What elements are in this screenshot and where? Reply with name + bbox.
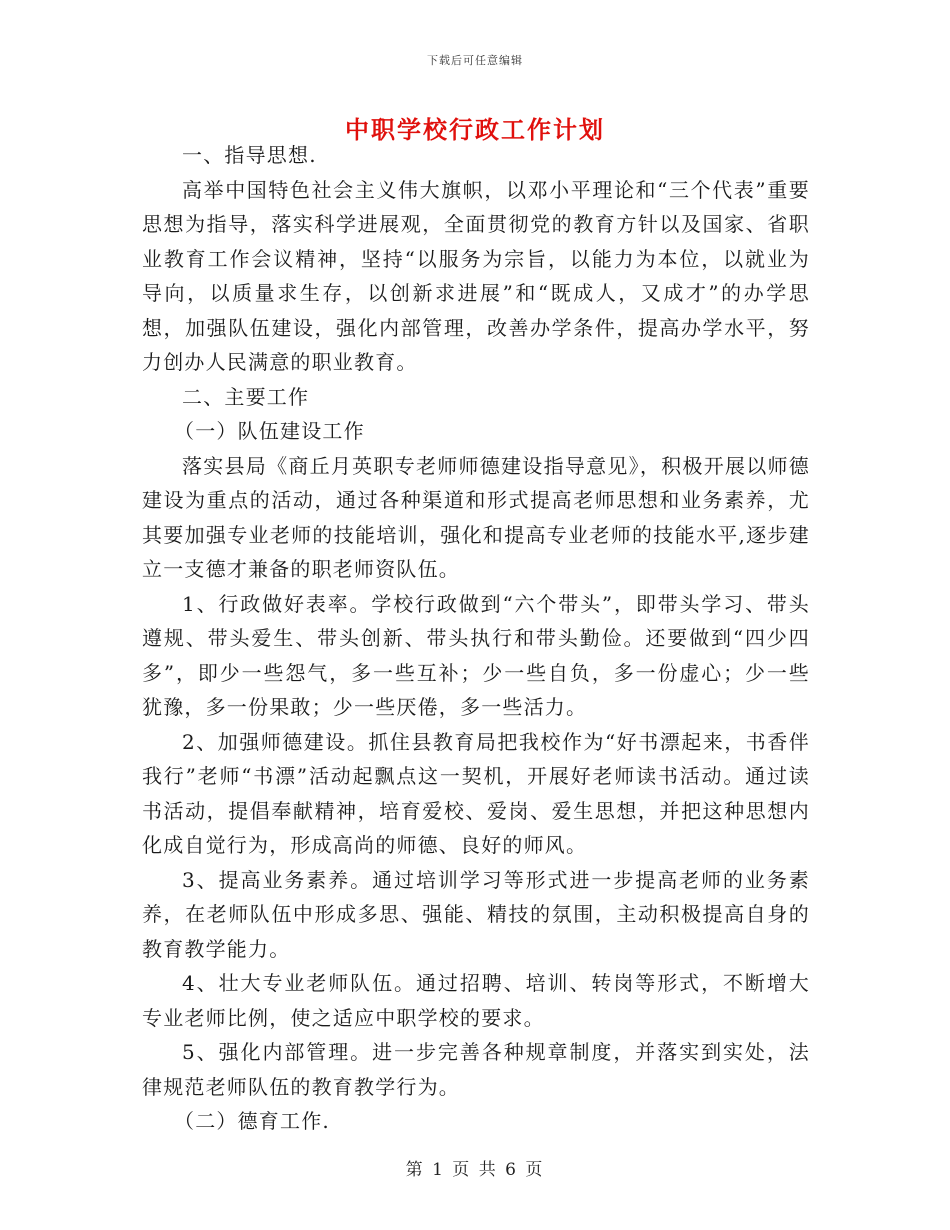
header-note: 下载后可任意编辑 <box>427 54 523 67</box>
page-number-footer: 第 1 页 共 6 页 <box>405 1160 545 1180</box>
list-item-paragraph: 3、提高业务素养。通过培训学习等形式进一步提高老师的业务素养，在老师队伍中形成多思、强能、精技的氛围，主动积极提高自身的教育教学能力。 <box>142 867 810 961</box>
section-heading-main-work: 二、主要工作 <box>182 384 310 409</box>
list-item-paragraph: 5、强化内部管理。进一步完善各种规章制度，并落实到实处，法律规范老师队伍的教育教学行为。 <box>142 1040 810 1099</box>
body-paragraph: 落实县局《商丘月英职专老师师德建设指导意见》，积极开展以师德建设为重点的活动，通过各种渠道和形式提高老师思想和业务素养，尤其要加强专业老师的技能培训，强化和提高专业老师的技能水平,逐步建立一支德才兼备的职老师资队伍。 <box>142 453 810 581</box>
list-item-paragraph: 2、加强师德建设。抓住县教育局把我校作为“好书漂起来，书香伴我行”老师“书漂”活动起飘点这一契机，开展好老师读书活动。通过读书活动，提倡奉献精神，培育爱校、爱岗、爱生思想，并把这种思想内化成自觉行为，形成高尚的师德、良好的师风。 <box>142 729 810 857</box>
list-item-paragraph: 1、行政做好表率。学校行政做到“六个带头”，即带头学习、带头遵规、带头爱生、带头创新、带头执行和带头勤俭。还要做到“四少四多”，即少一些怨气，多一些互补；少一些自负，多一份虚心；少一些犹豫，多一份果敢；少一些厌倦，多一些活力。 <box>142 591 810 719</box>
section-heading-guiding-ideology: 一、指导思想. <box>182 143 317 167</box>
list-item-paragraph: 4、壮大专业老师队伍。通过招聘、培训、转岗等形式，不断增大专业老师比例，使之适应中职学校的要求。 <box>142 971 810 1030</box>
subsection-heading-moral-education: （二）德育工作. <box>174 1109 330 1133</box>
document-title: 中职学校行政工作计划 <box>345 116 605 144</box>
body-paragraph: 高举中国特色社会主义伟大旗帜，以邓小平理论和“三个代表”重要思想为指导，落实科学进展观，全面贯彻党的教育方针以及国家、省职业教育工作会议精神，坚持“以服务为宗旨，以能力为本位，以就业为导向，以质量求生存，以创新求进展”和“既成人，又成才”的办学思想，加强队伍建设，强化内部管理，改善办学条件，提高办学水平，努力创办人民满意的职业教育。 <box>142 177 810 374</box>
subsection-heading-team-building: （一）队伍建设工作 <box>174 419 365 443</box>
document-body <box>142 138 810 1139</box>
